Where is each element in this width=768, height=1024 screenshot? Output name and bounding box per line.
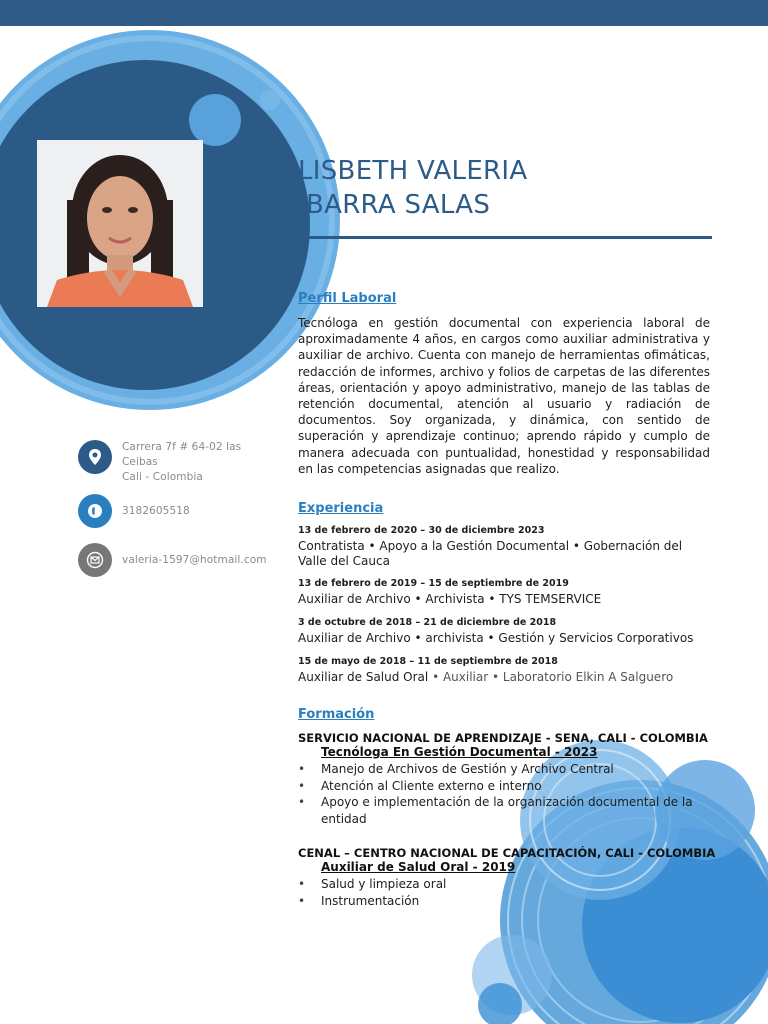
education-item <box>298 846 718 909</box>
experience-item <box>298 578 712 607</box>
education-institution: CENAL – CENTRO NACIONAL DE CAPACITACIÓN, CALI - COLOMBIA <box>298 846 716 860</box>
education-heading: Formación <box>298 707 375 722</box>
phone-number[interactable]: 3182605518 <box>122 505 190 517</box>
person-name <box>298 154 527 222</box>
address-line-2: Ceibas <box>122 456 158 468</box>
experience-heading: Experiencia <box>298 501 384 516</box>
experience-date: 15 de mayo de 2018 – 11 de septiembre de 2018 <box>298 656 558 667</box>
name-line-1: LISBETH VALERIA <box>298 156 528 186</box>
experience-date: 3 de octubre de 2018 – 21 de diciembre de 2018 <box>298 617 557 628</box>
experience-role-title: Auxiliar de Salud Oral <box>298 670 429 684</box>
contact-address <box>78 440 241 485</box>
experience-role: Auxiliar de Archivo • Archivista • TYS TEMSERVICE <box>298 592 602 606</box>
name-divider <box>298 236 712 239</box>
education-bullets <box>298 761 718 827</box>
email-address[interactable]: valeria-1597@hotmail.com <box>122 554 267 566</box>
experience-role: Contratista • Apoyo a la Gestión Documental • Gobernación del Valle del Cauca <box>298 539 683 568</box>
education-degree: Tecnóloga En Gestión Documental - 2023 <box>321 745 598 759</box>
experience-item <box>298 525 712 569</box>
location-pin-icon <box>78 440 112 474</box>
profile-text: Tecnóloga en gestión documental con experiencia laboral de aproximadamente 4 años, en cargos como auxiliar administrativa y auxiliar de archivo. Cuenta con manejo de herramientas ofimáticas, redacción de informes, archivo y folios de carpetas de las diferentes áreas, orientación y apoyo administrativo, manejo de las tablas de retención documental, atención al usuario y radiación de documentos. Soy organizada, y dinámica, con sentido de superación y aprendizaje continuo; aprendo rápido y cumplo de manera adecuada con puntualidad, honestidad y responsabilidad en las competencias asignadas que realizo. <box>298 316 710 476</box>
education-bullet: • Apoyo e implementación de la organización documental de la entidad <box>298 794 718 827</box>
education-bullet: • Atención al Cliente externo e interno <box>298 778 718 795</box>
profile-photo <box>37 140 203 307</box>
phone-icon <box>78 494 112 528</box>
experience-item <box>298 656 712 685</box>
address-line-3: Cali - Colombia <box>122 471 203 483</box>
contact-email <box>78 543 267 577</box>
education-institution: SERVICIO NACIONAL DE APRENDIZAJE - SENA, CALI - COLOMBIA <box>298 731 708 745</box>
name-line-2: IBARRA SALAS <box>298 190 491 220</box>
address-line-1: Carrera 7f # 64-02 las <box>122 441 242 453</box>
email-icon <box>78 543 112 577</box>
experience-date: 13 de febrero de 2019 – 15 de septiembre de 2019 <box>298 578 569 589</box>
contact-phone <box>78 494 190 528</box>
education-bullet: • Instrumentación <box>298 893 718 910</box>
experience-role: Auxiliar de Archivo • archivista • Gestión y Servicios Corporativos <box>298 631 694 645</box>
education-item <box>298 731 718 827</box>
education-bullets <box>298 876 718 909</box>
education-bullet: • Manejo de Archivos de Gestión y Archivo Central <box>298 761 718 778</box>
education-bullet: • Salud y limpieza oral <box>298 876 718 893</box>
experience-role-rest: • Auxiliar • Laboratorio Elkin A Salguero <box>432 670 674 684</box>
experience-role <box>298 670 712 685</box>
education-degree: Auxiliar de Salud Oral - 2019 <box>321 860 516 874</box>
experience-item <box>298 617 712 646</box>
experience-date: 13 de febrero de 2020 – 30 de diciembre 2023 <box>298 525 545 536</box>
profile-heading: Perfil Laboral <box>298 291 397 306</box>
